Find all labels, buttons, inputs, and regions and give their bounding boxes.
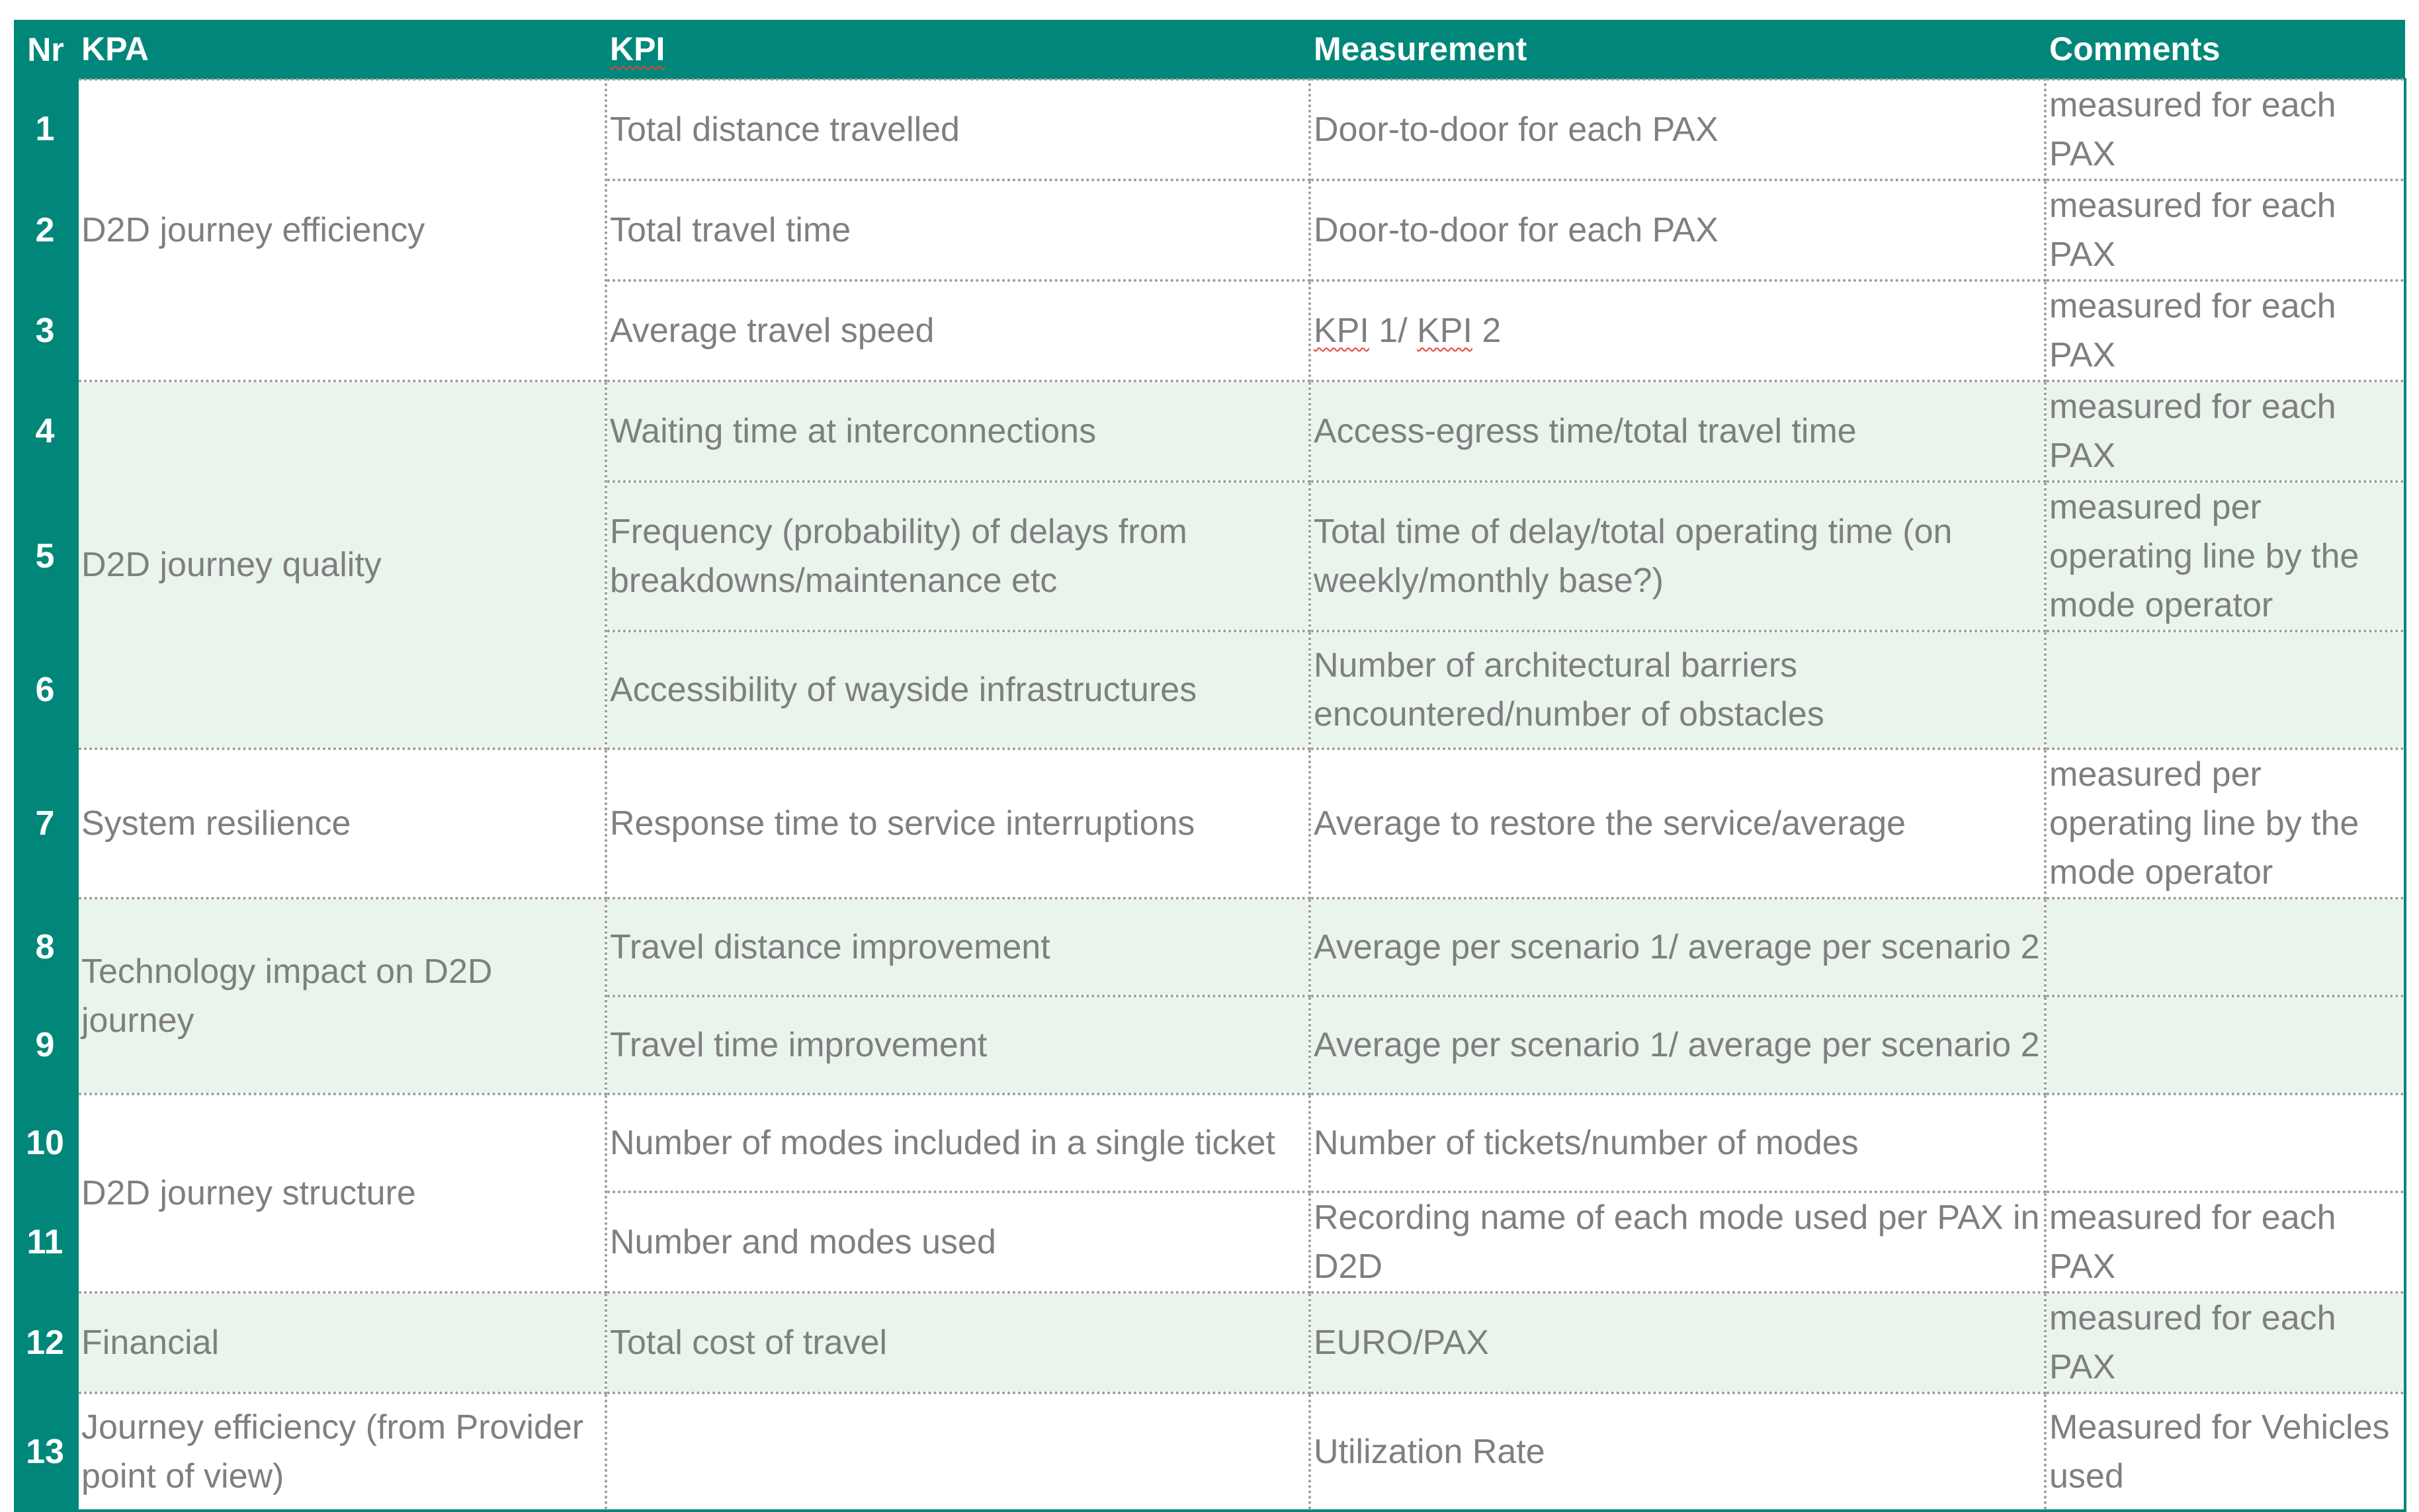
row-number: 13 — [14, 1393, 77, 1511]
row-number: 2 — [14, 180, 77, 280]
measurement-cell: Number of tickets/number of modes — [1310, 1094, 2045, 1192]
comments-cell: measured per operating line by the mode operator — [2045, 482, 2405, 631]
kpa-cell: D2D journey quality — [77, 381, 606, 749]
measurement-cell: Average to restore the service/average — [1310, 749, 2045, 898]
header-row — [14, 20, 2405, 79]
row-number: 4 — [14, 381, 77, 482]
kpi-cell: Travel time improvement — [606, 996, 1310, 1094]
comments-cell: measured for each PAX — [2045, 180, 2405, 280]
comments-cell: measured for each PAX — [2045, 381, 2405, 482]
measurement-cell: Access-egress time/total travel time — [1310, 381, 2045, 482]
kpi-cell: Response time to service interruptions — [606, 749, 1310, 898]
kpa-cell: Technology impact on D2D journey — [77, 898, 606, 1094]
comments-cell: measured for each PAX — [2045, 1192, 2405, 1292]
kpi-cell: Accessibility of wayside infrastructures — [606, 631, 1310, 749]
kpi-cell: Total distance travelled — [606, 79, 1310, 180]
kpi-cell: Number and modes used — [606, 1192, 1310, 1292]
table-row — [14, 1094, 2405, 1192]
kpa-cell: System resilience — [77, 749, 606, 898]
comments-cell — [2045, 631, 2405, 749]
kpa-cell: D2D journey structure — [77, 1094, 606, 1292]
comments-cell: Measured for Vehicles used — [2045, 1393, 2405, 1511]
kpi-table — [14, 20, 2406, 1512]
header-nr: Nr — [14, 20, 77, 79]
measurement-text: 1/ — [1369, 312, 1418, 350]
comments-cell — [2045, 1094, 2405, 1192]
row-number: 9 — [14, 996, 77, 1094]
table-row — [14, 898, 2405, 996]
kpi-cell: Travel distance improvement — [606, 898, 1310, 996]
row-number: 3 — [14, 280, 77, 381]
row-number: 12 — [14, 1292, 77, 1393]
row-number: 5 — [14, 482, 77, 631]
header-kpi — [606, 20, 1310, 79]
measurement-cell: EURO/PAX — [1310, 1292, 2045, 1393]
measurement-cell: Utilization Rate — [1310, 1393, 2045, 1511]
header-kpa: KPA — [77, 20, 606, 79]
table-row — [14, 1393, 2405, 1511]
row-number: 11 — [14, 1192, 77, 1292]
row-number: 1 — [14, 79, 77, 180]
comments-cell: measured for each PAX — [2045, 1292, 2405, 1393]
kpi-reference: KPI — [1417, 312, 1472, 350]
measurement-cell: Average per scenario 1/ average per scenario 2 — [1310, 898, 2045, 996]
table-row — [14, 381, 2405, 482]
kpi-cell: Average travel speed — [606, 280, 1310, 381]
kpa-cell: Journey efficiency (from Provider point of view) — [77, 1393, 606, 1511]
measurement-cell: Door-to-door for each PAX — [1310, 180, 2045, 280]
header-kpi-label: KPI — [610, 30, 665, 67]
kpa-cell: D2D journey efficiency — [77, 79, 606, 381]
measurement-cell — [1310, 280, 2045, 381]
table-row — [14, 749, 2405, 898]
measurement-text: 2 — [1472, 312, 1502, 350]
kpi-reference: KPI — [1314, 312, 1369, 350]
table-row — [14, 79, 2405, 180]
row-number: 6 — [14, 631, 77, 749]
kpa-cell: Financial — [77, 1292, 606, 1393]
comments-cell — [2045, 996, 2405, 1094]
header-measurement: Measurement — [1310, 20, 2045, 79]
measurement-cell: Number of architectural barriers encountered/number of obstacles — [1310, 631, 2045, 749]
header-comments: Comments — [2045, 20, 2405, 79]
measurement-cell: Total time of delay/total operating time (on weekly/monthly base?) — [1310, 482, 2045, 631]
comments-cell: measured for each PAX — [2045, 79, 2405, 180]
kpi-cell: Frequency (probability) of delays from breakdowns/maintenance etc — [606, 482, 1310, 631]
comments-cell — [2045, 898, 2405, 996]
row-number: 7 — [14, 749, 77, 898]
row-number: 10 — [14, 1094, 77, 1192]
kpi-cell: Total travel time — [606, 180, 1310, 280]
measurement-cell: Average per scenario 1/ average per scenario 2 — [1310, 996, 2045, 1094]
kpi-cell: Waiting time at interconnections — [606, 381, 1310, 482]
row-number: 8 — [14, 898, 77, 996]
measurement-cell: Recording name of each mode used per PAX in D2D — [1310, 1192, 2045, 1292]
kpi-cell: Number of modes included in a single ticket — [606, 1094, 1310, 1192]
measurement-cell: Door-to-door for each PAX — [1310, 79, 2045, 180]
comments-cell: measured for each PAX — [2045, 280, 2405, 381]
kpi-cell — [606, 1393, 1310, 1511]
kpi-cell: Total cost of travel — [606, 1292, 1310, 1393]
table-row — [14, 1292, 2405, 1393]
comments-cell: measured per operating line by the mode operator — [2045, 749, 2405, 898]
